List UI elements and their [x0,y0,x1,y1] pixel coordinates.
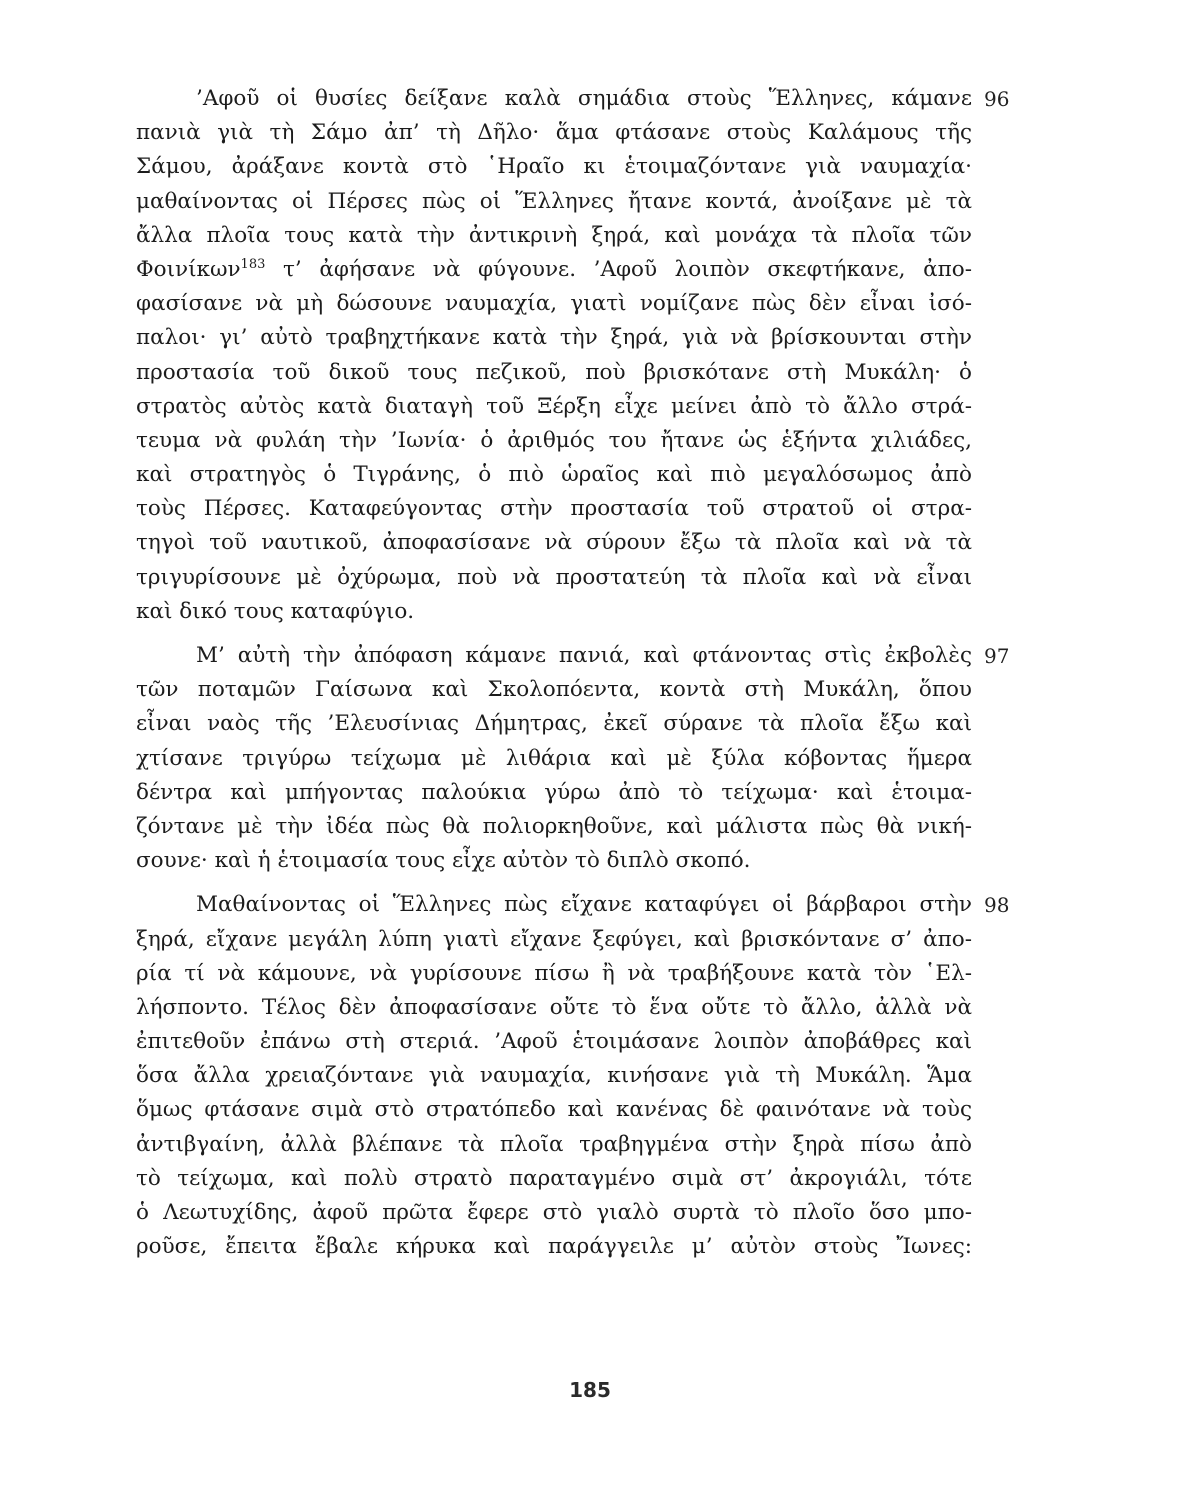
text-line: εἶναι ναὸς τῆς ’Ελευσίνιας Δήμητρας, ἐκεῖ σύρανε τὰ πλοῖα ἔξω καὶ [136,711,972,737]
margin-section-number: 98 [984,893,1010,918]
text-line: ὅμως φτάσανε σιμὰ στὸ στρατόπεδο καὶ κανένας δὲ φαινότανε νὰ τοὺς [136,1097,972,1123]
text-line: ἐπιτεθοῦν ἐπάνω στὴ στεριά. ’Αφοῦ ἑτοιμάσανε λοιπὸν ἀποβάθρες καὶ [136,1029,972,1055]
text-line: τῶν ποταμῶν Γαίσωνα καὶ Σκολοπόεντα, κοντὰ στὴ Μυκάλη, ὅπου [136,677,972,703]
text-line: τοὺς Πέρσες. Καταφεύγοντας στὴν προστασία τοῦ στρατοῦ οἱ στρα- [136,496,972,522]
text-line: ἀντιβγαίνη, ἀλλὰ βλέπανε τὰ πλοῖα τραβηγμένα στὴν ξηρὰ πίσω ἀπὸ [136,1131,972,1157]
text-line: Μ’ αὐτὴ τὴν ἀπόφαση κάμανε πανιά, καὶ φτάνοντας στὶς ἐκβολὲς [196,643,972,668]
text-line: ρία τί νὰ κάμουνε, νὰ γυρίσουνε πίσω ἢ νὰ τραβήξουνε κατὰ τὸν ῾Ελ- [136,960,972,986]
text-line: Σάμου, ἀράξανε κοντὰ στὸ ῾Ηραῖο κι ἑτοιμαζόντανε γιὰ ναυμαχία· [136,154,972,180]
paragraph-98 [136,888,1010,1264]
text-fragment: τ’ ἀφήσανε νὰ φύγουνε. ’Αφοῦ λοιπὸν σκεφτήκανε, ἀπο- [265,256,972,282]
text-line: ξηρά, εἴχανε μεγάλη λύπη γιατὶ εἴχανε ξεφύγει, καὶ βρισκόντανε σ’ ἀπο- [136,926,972,952]
text-line: τηγοὶ τοῦ ναυτικοῦ, ἀποφασίσανε νὰ σύρουν ἔξω τὰ πλοῖα καὶ νὰ τὰ [136,530,972,556]
text-line: τριγυρίσουνε μὲ ὀχύρωμα, ποὺ νὰ προστατεύη τὰ πλοῖα καὶ νὰ εἶναι [136,564,972,590]
margin-section-number: 97 [984,644,1010,668]
margin-section-number: 96 [984,87,1010,111]
text-line: φασίσανε νὰ μὴ δώσουνε ναυμαχία, γιατὶ νομίζανε πὼς δὲν εἶναι ἰσό- [136,291,972,317]
text-line: λήσποντο. Τέλος δὲν ἀποφασίσανε οὔτε τὸ ἕνα οὔτε τὸ ἄλλο, ἀλλὰ νὰ [136,994,972,1020]
paragraph-96 [136,82,1010,629]
text-line: δέντρα καὶ μπήγοντας παλούκια γύρω ἀπὸ τὸ τείχωμα· καὶ ἑτοιμα- [136,779,972,805]
page-number: 185 [569,1378,611,1402]
text-line: χτίσανε τριγύρω τείχωμα μὲ λιθάρια καὶ μὲ ξύλα κόβοντας ἥμερα [136,745,972,771]
paragraph-97 [136,639,1010,878]
text-line: ὅσα ἄλλα χρειαζόντανε γιὰ ναυμαχία, κινήσανε γιὰ τὴ Μυκάλη. Ἅμα [136,1063,972,1089]
text-line: τευμα νὰ φυλάη τὴν ’Ιωνία· ὁ ἀριθμός του ἤτανε ὡς ἑξήντα χιλιάδες, [136,427,972,453]
text-line: παλοι· γι’ αὐτὸ τραβηχτήκανε κατὰ τὴν ξηρά, γιὰ νὰ βρίσκουνται στὴν [136,325,972,351]
text-line: ’Αφοῦ οἱ θυσίες δείξανε καλὰ σημάδια στοὺς Ἕλληνες, κάμανε [196,86,972,111]
text-line: τὸ τείχωμα, καὶ πολὺ στρατὸ παραταγμένο σιμὰ στ’ ἀκρογιάλι, τότε [136,1165,972,1191]
text-line: ὁ Λεωτυχίδης, ἀφοῦ πρῶτα ἔφερε στὸ γιαλὸ συρτὰ τὸ πλοῖο ὅσο μπο- [136,1200,972,1225]
text-line: Μαθαίνοντας οἱ Ἕλληνες πὼς εἴχανε καταφύγει οἱ βάρβαροι στὴν [196,892,972,918]
text-line: πανιὰ γιὰ τὴ Σάμο ἀπ’ τὴ Δῆλο· ἅμα φτάσανε στοὺς Καλάμους τῆς [136,120,972,146]
text-line-with-footnote [136,253,972,287]
text-line: ἄλλα πλοῖα τους κατὰ τὴν ἀντικρινὴ ξηρά, καὶ μονάχα τὰ πλοῖα τῶν [136,222,972,248]
text-line: προστασία τοῦ δικοῦ τους πεζικοῦ, ποὺ βρισκότανε στὴ Μυκάλη· ὁ [136,359,972,385]
text-line: μαθαίνοντας οἱ Πέρσες πὼς οἱ Ἕλληνες ἤτανε κοντά, ἀνοίξανε μὲ τὰ [136,188,972,214]
text-line: σουνε· καὶ ἡ ἑτοιμασία τους εἶχε αὐτὸν τὸ διπλὸ σκοπό. [136,848,751,874]
text-line: καὶ στρατηγὸς ὁ Τιγράνης, ὁ πιὸ ὡραῖος καὶ πιὸ μεγαλόσωμος ἀπὸ [136,462,972,488]
footnote-reference[interactable]: 183 [240,256,266,272]
text-line: καὶ δικό τους καταφύγιο. [136,598,415,624]
body-text [136,82,1010,1264]
text-line: στρατὸς αὐτὸς κατὰ διαταγὴ τοῦ Ξέρξη εἶχε μείνει ἀπὸ τὸ ἄλλο στρά- [136,393,972,419]
text-line: ροῦσε, ἔπειτα ἔβαλε κήρυκα καὶ παράγγειλε μ’ αὐτὸν στοὺς Ἴωνες: [136,1234,972,1260]
text-fragment: Φοινίκων [136,256,241,282]
text-line: ζόντανε μὲ τὴν ἰδέα πὼς θὰ πολιορκηθοῦνε, καὶ μάλιστα πὼς θὰ νική- [136,813,972,839]
